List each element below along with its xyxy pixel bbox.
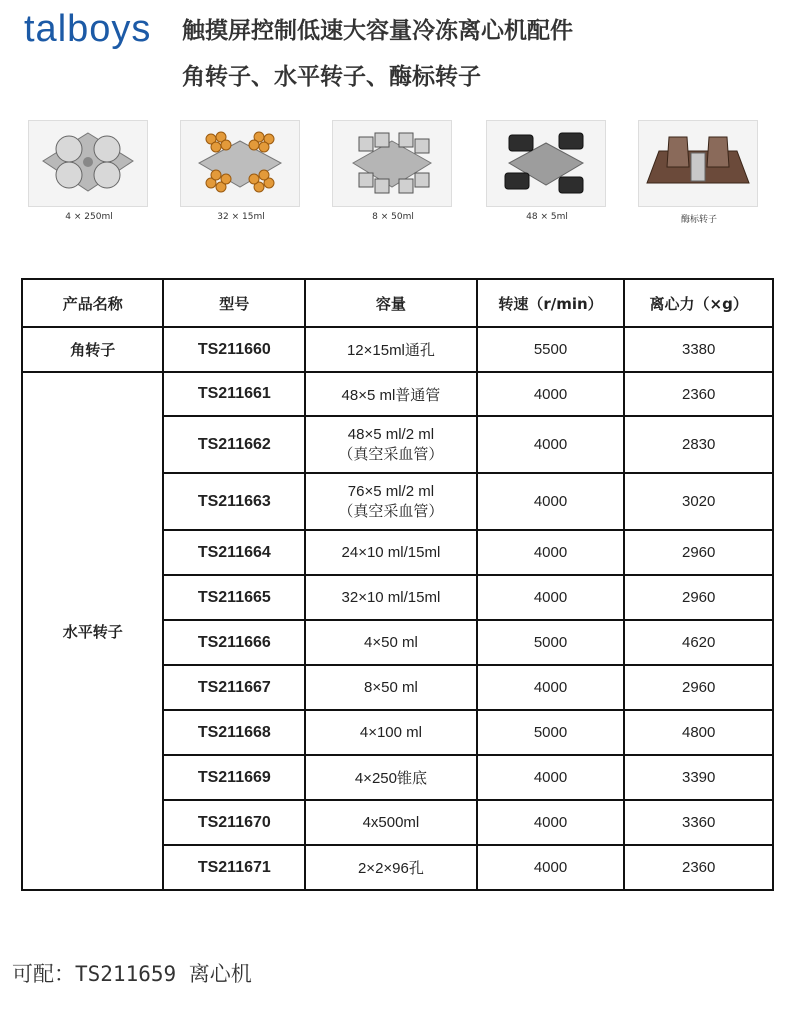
capacity-text: 32×10 ml/15ml [341,589,441,606]
capacity-cell [305,416,477,473]
capacity-cell [305,473,477,530]
tube-rack-rotor-icon [180,120,300,207]
capacity-note: （真空采血管） [338,502,444,520]
force-cell: 2960 [624,575,773,620]
speed-cell: 4000 [477,575,625,620]
model-cell: TS211663 [163,473,305,530]
capacity-text: 2×2×96孔 [357,860,424,877]
product-name-cell: 角转子 [22,327,163,372]
capacity-text: 8×50 ml [364,679,418,696]
model-cell: TS211667 [163,665,305,710]
capacity-cell [305,575,477,620]
speed-cell: 4000 [477,473,625,530]
column-header-capacity: 容量 [305,279,477,327]
speed-cell: 4000 [477,665,625,710]
plate-carrier-icon [638,120,758,207]
rotor-thumbnails [0,120,800,230]
compatible-note: 可配：TS211659 离心机 [12,962,252,986]
thumbnail-48x5ml [486,120,608,222]
product-name-cell: 水平转子 [22,372,163,890]
force-cell: 3380 [624,327,773,372]
capacity-cell [305,372,477,416]
capacity-text: 12×15ml通孔 [346,342,435,359]
capacity-text: 4×250锥底 [354,770,427,787]
capacity-cell [305,800,477,845]
column-header-model: 型号 [163,279,305,327]
speed-cell: 4000 [477,755,625,800]
column-header-force: 离心力（×g） [624,279,773,327]
model-cell: TS211664 [163,530,305,575]
capacity-cell [305,845,477,890]
force-cell: 2830 [624,416,773,473]
model-cell: TS211661 [163,372,305,416]
model-cell: TS211660 [163,327,305,372]
table-row [22,372,773,416]
force-cell: 3390 [624,755,773,800]
model-cell: TS211671 [163,845,305,890]
capacity-note: （真空采血管） [338,445,444,463]
capacity-text: 48×5 ml/2 ml [347,425,435,443]
thumbnail-caption: 8 × 50ml [372,212,414,222]
speed-cell: 5500 [477,327,625,372]
capacity-cell [305,530,477,575]
model-cell: TS211669 [163,755,305,800]
speed-cell: 4000 [477,530,625,575]
force-cell: 3020 [624,473,773,530]
capacity-text: 24×10 ml/15ml [341,544,441,561]
model-cell: TS211662 [163,416,305,473]
force-cell: 3360 [624,800,773,845]
page-subtitle: 角转子、水平转子、酶标转子 [182,64,481,90]
speed-cell: 4000 [477,845,625,890]
capacity-text: 48×5 ml普通管 [341,386,441,404]
brand-logo: talboys [24,8,152,50]
speed-cell: 5000 [477,710,625,755]
model-cell: TS211666 [163,620,305,665]
capacity-cell [305,620,477,665]
thumbnail-caption: 4 × 250ml [65,212,113,222]
column-header-name: 产品名称 [22,279,163,327]
table-row [22,327,773,372]
force-cell: 2960 [624,530,773,575]
capacity-text: 4x500ml [362,814,420,831]
thumbnail-caption: 酶标转子 [680,215,717,225]
thumbnail-4x250ml [28,120,150,222]
force-cell: 4800 [624,710,773,755]
model-cell: TS211668 [163,710,305,755]
model-cell: TS211665 [163,575,305,620]
column-header-speed: 转速（r/min） [477,279,625,327]
speed-cell: 5000 [477,620,625,665]
tube-bucket-rotor-icon [486,120,606,207]
model-cell: TS211670 [163,800,305,845]
four-bucket-rotor-icon [28,120,148,207]
capacity-text: 4×50 ml [364,634,418,651]
rotor-spec-table [21,278,774,891]
bucket-rotor-icon [332,120,452,207]
force-cell: 2360 [624,372,773,416]
table-header-row [22,279,773,327]
capacity-cell [305,755,477,800]
thumbnail-plate-carrier [638,120,760,225]
thumbnail-8x50ml [332,120,454,222]
force-cell: 4620 [624,620,773,665]
speed-cell: 4000 [477,800,625,845]
capacity-text: 4×100 ml [359,724,422,741]
page-title: 触摸屏控制低速大容量冷冻离心机配件 [182,18,573,44]
force-cell: 2360 [624,845,773,890]
thumbnail-caption: 48 × 5ml [526,212,568,222]
speed-cell: 4000 [477,416,625,473]
speed-cell: 4000 [477,372,625,416]
capacity-cell [305,665,477,710]
capacity-cell [305,710,477,755]
capacity-cell [305,327,477,372]
capacity-text: 76×5 ml/2 ml [347,482,435,500]
thumbnail-caption: 32 × 15ml [217,212,265,222]
force-cell: 2960 [624,665,773,710]
thumbnail-32x15ml [180,120,302,222]
